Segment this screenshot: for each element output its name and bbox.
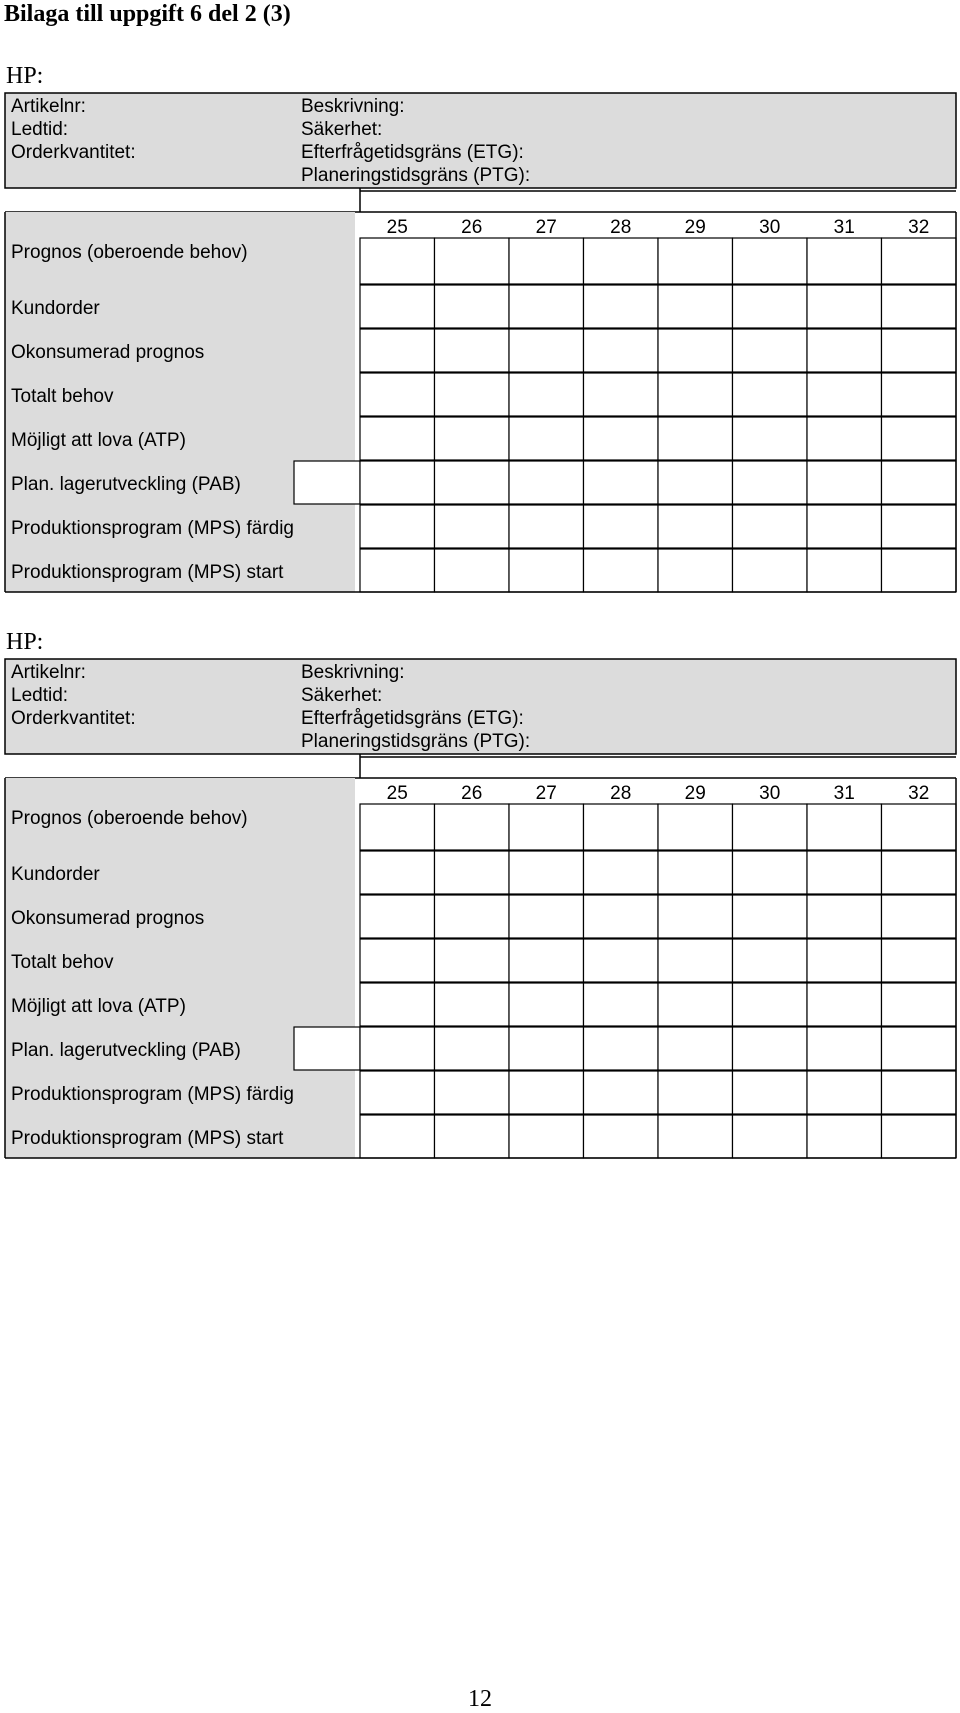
grid-cell[interactable] [584, 373, 659, 416]
grid-cell[interactable] [733, 417, 808, 460]
grid-cell[interactable] [435, 895, 510, 938]
grid-cell[interactable] [509, 939, 584, 982]
grid-cell[interactable] [733, 329, 808, 372]
grid-cell[interactable] [509, 1115, 584, 1158]
grid-cell[interactable] [882, 238, 957, 284]
grid-cell[interactable] [658, 461, 733, 504]
grid-cell[interactable] [807, 505, 882, 548]
grid-cell[interactable] [435, 285, 510, 328]
grid-cell[interactable] [509, 329, 584, 372]
row-label: Okonsumerad prognos [11, 342, 205, 363]
grid-cell[interactable] [584, 417, 659, 460]
row-label: Plan. lagerutveckling (PAB) [11, 474, 241, 495]
grid-cell[interactable] [658, 851, 733, 894]
grid-cell[interactable] [584, 851, 659, 894]
header-field-left: Ledtid: [11, 685, 69, 706]
grid-cell[interactable] [435, 417, 510, 460]
row-label: Produktionsprogram (MPS) färdig [11, 1084, 294, 1105]
grid-cell[interactable] [435, 804, 510, 850]
mps-form-1 [0, 0, 960, 600]
row-label: Okonsumerad prognos [11, 908, 205, 929]
grid-cell[interactable] [435, 939, 510, 982]
grid-cell[interactable] [807, 1071, 882, 1114]
grid-cell[interactable] [658, 1115, 733, 1158]
grid-cell[interactable] [733, 238, 808, 284]
grid-cell[interactable] [882, 1071, 957, 1114]
grid-cell[interactable] [658, 285, 733, 328]
pab-initial-cell[interactable] [294, 1027, 360, 1070]
grid-cell[interactable] [658, 1071, 733, 1114]
grid-cell[interactable] [658, 895, 733, 938]
hp-label-2: HP: [6, 629, 44, 655]
row-label: Kundorder [11, 298, 100, 319]
grid-cell[interactable] [807, 461, 882, 504]
header-field-right: Beskrivning: [301, 662, 405, 683]
mps-form-2 [0, 566, 960, 1166]
grid-cell[interactable] [584, 285, 659, 328]
row-label: Totalt behov [11, 386, 114, 407]
week-number: 32 [908, 783, 930, 804]
grid-cell[interactable] [435, 461, 510, 504]
grid-cell[interactable] [882, 804, 957, 850]
grid-cell[interactable] [733, 1115, 808, 1158]
header-field-right: Säkerhet: [301, 685, 383, 706]
header-field-left: Orderkvantitet: [11, 708, 136, 729]
header-field-left: Artikelnr: [11, 662, 86, 683]
grid-cell[interactable] [584, 895, 659, 938]
grid-cell[interactable] [360, 895, 435, 938]
row-label: Möjligt att lova (ATP) [11, 996, 186, 1017]
grid-cell[interactable] [435, 1027, 510, 1070]
grid-cell[interactable] [658, 329, 733, 372]
header-spacer [360, 188, 956, 212]
grid-cell[interactable] [882, 895, 957, 938]
row-label: Produktionsprogram (MPS) start [11, 1128, 284, 1149]
row-label: Plan. lagerutveckling (PAB) [11, 1040, 241, 1061]
grid-cell[interactable] [807, 417, 882, 460]
week-number: 28 [610, 217, 632, 238]
grid-cell[interactable] [509, 851, 584, 894]
grid-cell[interactable] [807, 1027, 882, 1070]
header-field-right: Beskrivning: [301, 96, 405, 117]
grid-cell[interactable] [733, 939, 808, 982]
pab-initial-cell[interactable] [294, 461, 360, 504]
grid-cell[interactable] [584, 804, 659, 850]
week-number: 29 [684, 217, 706, 238]
grid-cell[interactable] [435, 1071, 510, 1114]
grid-cell[interactable] [807, 895, 882, 938]
row-label: Prognos (oberoende behov) [11, 242, 248, 263]
grid-cell[interactable] [584, 1071, 659, 1114]
grid-cell[interactable] [509, 1027, 584, 1070]
grid-cell[interactable] [360, 804, 435, 850]
week-number: 31 [833, 217, 855, 238]
grid-cell[interactable] [435, 1115, 510, 1158]
grid-cell[interactable] [882, 461, 957, 504]
grid-cell[interactable] [584, 1027, 659, 1070]
week-number: 30 [759, 217, 781, 238]
grid-cell[interactable] [360, 461, 435, 504]
grid-cell[interactable] [807, 1115, 882, 1158]
grid-cell[interactable] [882, 1115, 957, 1158]
grid-cell[interactable] [658, 505, 733, 548]
row-label: Produktionsprogram (MPS) start [11, 562, 284, 583]
grid-cell[interactable] [509, 238, 584, 284]
week-number: 25 [386, 217, 408, 238]
grid-cell[interactable] [882, 939, 957, 982]
header-field-right: Efterfrågetidsgräns (ETG): [301, 142, 524, 163]
header-field-left: Orderkvantitet: [11, 142, 136, 163]
grid-cell[interactable] [435, 851, 510, 894]
grid-cell[interactable] [584, 329, 659, 372]
grid-cell[interactable] [658, 939, 733, 982]
header-field-right: Planeringstidsgräns (PTG): [301, 731, 531, 752]
grid-cell[interactable] [435, 238, 510, 284]
grid-cell[interactable] [584, 983, 659, 1026]
grid-cell[interactable] [733, 505, 808, 548]
grid-cell[interactable] [807, 983, 882, 1026]
grid-cell[interactable] [733, 895, 808, 938]
grid-cell[interactable] [733, 1071, 808, 1114]
grid-cell[interactable] [435, 983, 510, 1026]
grid-cell[interactable] [360, 1071, 435, 1114]
grid-cell[interactable] [807, 285, 882, 328]
grid-cell[interactable] [733, 285, 808, 328]
page-title: Bilaga till uppgift 6 del 2 (3) [4, 1, 291, 27]
week-number: 31 [833, 783, 855, 804]
grid-cell[interactable] [509, 895, 584, 938]
row-label: Produktionsprogram (MPS) färdig [11, 518, 294, 539]
row-label: Totalt behov [11, 952, 114, 973]
row-label: Kundorder [11, 864, 100, 885]
grid-cell[interactable] [733, 461, 808, 504]
grid-cell[interactable] [509, 417, 584, 460]
grid-cell[interactable] [733, 373, 808, 416]
week-number: 29 [684, 783, 706, 804]
grid-cell[interactable] [733, 1027, 808, 1070]
week-number: 25 [386, 783, 408, 804]
page-number: 12 [468, 1686, 492, 1712]
grid-cell[interactable] [360, 939, 435, 982]
grid-cell[interactable] [584, 505, 659, 548]
grid-cell[interactable] [882, 983, 957, 1026]
grid-cell[interactable] [360, 1115, 435, 1158]
grid-cell[interactable] [360, 329, 435, 372]
grid-cell[interactable] [435, 373, 510, 416]
grid-cell[interactable] [658, 417, 733, 460]
grid-cell[interactable] [509, 461, 584, 504]
week-number: 32 [908, 217, 930, 238]
grid-cell[interactable] [509, 285, 584, 328]
grid-cell[interactable] [435, 505, 510, 548]
grid-cell[interactable] [435, 329, 510, 372]
grid-cell[interactable] [882, 505, 957, 548]
grid-cell[interactable] [807, 804, 882, 850]
grid-cell[interactable] [882, 1027, 957, 1070]
grid-cell[interactable] [360, 1027, 435, 1070]
grid-cell[interactable] [807, 939, 882, 982]
grid-cell[interactable] [509, 373, 584, 416]
grid-cell[interactable] [360, 373, 435, 416]
grid-cell[interactable] [360, 983, 435, 1026]
grid-cell[interactable] [807, 373, 882, 416]
grid-cell[interactable] [584, 461, 659, 504]
grid-cell[interactable] [807, 329, 882, 372]
header-field-left: Ledtid: [11, 119, 69, 140]
grid-cell[interactable] [360, 851, 435, 894]
grid-cell[interactable] [658, 373, 733, 416]
week-number: 27 [535, 783, 557, 804]
header-field-left: Artikelnr: [11, 96, 86, 117]
header-spacer [360, 754, 956, 778]
grid-cell[interactable] [584, 939, 659, 982]
week-number: 26 [461, 783, 483, 804]
grid-cell[interactable] [584, 238, 659, 284]
grid-cell[interactable] [807, 238, 882, 284]
grid-cell[interactable] [882, 329, 957, 372]
grid-cell[interactable] [733, 804, 808, 850]
grid-cell[interactable] [658, 804, 733, 850]
week-number: 26 [461, 217, 483, 238]
row-label: Prognos (oberoende behov) [11, 808, 248, 829]
grid-cell[interactable] [658, 1027, 733, 1070]
grid-cell[interactable] [882, 851, 957, 894]
grid-cell[interactable] [658, 983, 733, 1026]
grid-cell[interactable] [360, 505, 435, 548]
grid-cell[interactable] [509, 804, 584, 850]
header-field-right: Efterfrågetidsgräns (ETG): [301, 708, 524, 729]
grid-cell[interactable] [658, 238, 733, 284]
grid-cell[interactable] [882, 373, 957, 416]
week-number: 30 [759, 783, 781, 804]
grid-cell[interactable] [733, 851, 808, 894]
week-number: 28 [610, 783, 632, 804]
week-number: 27 [535, 217, 557, 238]
grid-cell[interactable] [882, 285, 957, 328]
grid-cell[interactable] [584, 1115, 659, 1158]
grid-cell[interactable] [882, 417, 957, 460]
header-field-right: Säkerhet: [301, 119, 383, 140]
grid-cell[interactable] [509, 1071, 584, 1114]
grid-cell[interactable] [807, 851, 882, 894]
grid-cell[interactable] [509, 983, 584, 1026]
grid-cell[interactable] [360, 285, 435, 328]
header-field-right: Planeringstidsgräns (PTG): [301, 165, 531, 186]
grid-cell[interactable] [509, 505, 584, 548]
hp-label-1: HP: [6, 63, 44, 89]
grid-cell[interactable] [360, 238, 435, 284]
row-label: Möjligt att lova (ATP) [11, 430, 186, 451]
grid-cell[interactable] [733, 983, 808, 1026]
grid-cell[interactable] [360, 417, 435, 460]
